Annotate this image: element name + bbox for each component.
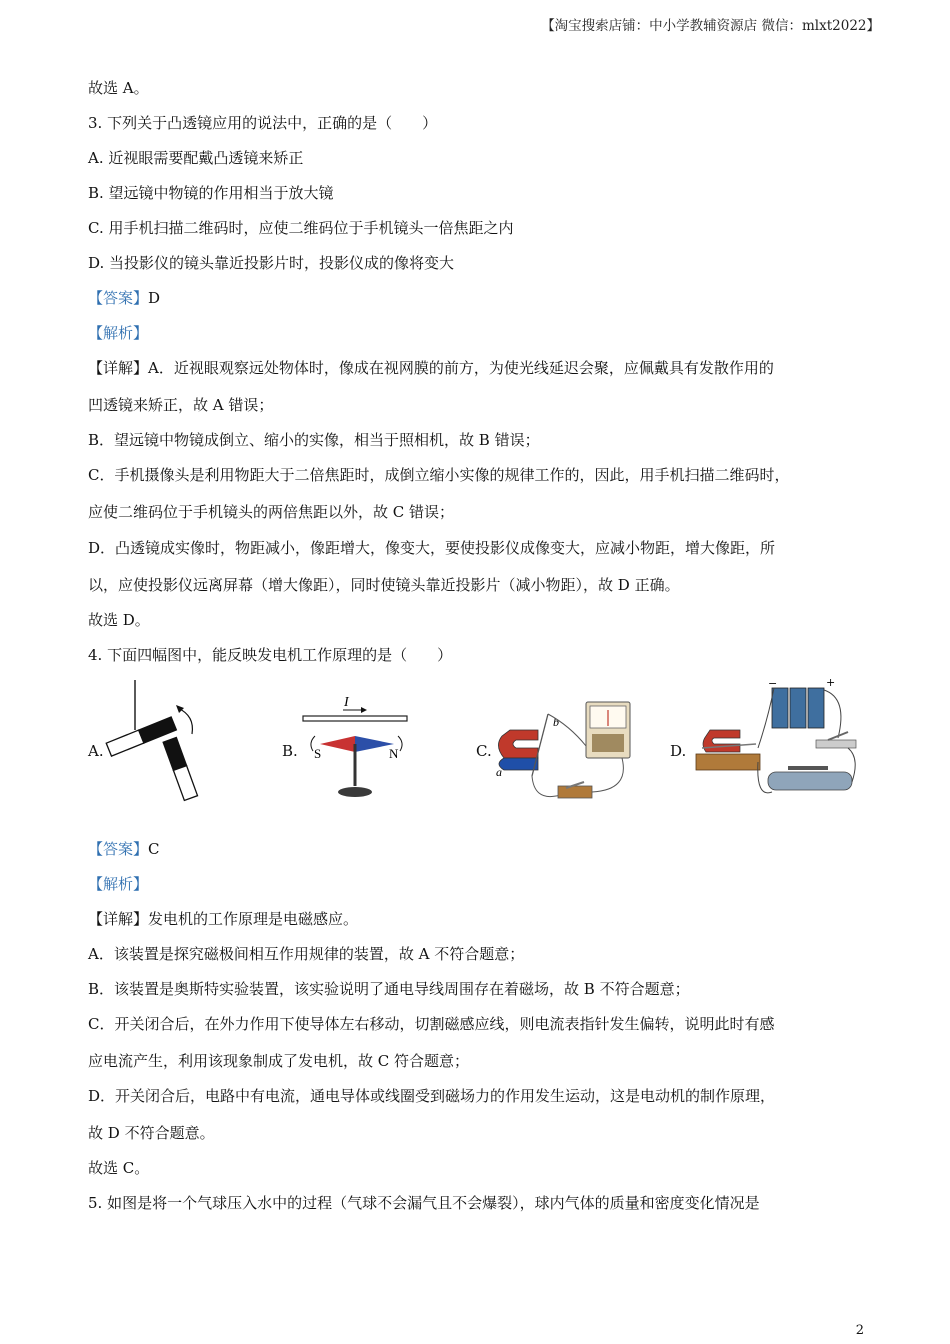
figure-c-induction <box>490 696 640 808</box>
text-line: B．该装置是奥斯特实验装置，该实验说明了通电导线周围存在着磁场，故 B 不符合题意； <box>88 980 690 998</box>
answer-value: C <box>148 840 160 858</box>
question-5-stem: 5. 如图是将一个气球压入水中的过程（气球不会漏气且不会爆裂），球内气体的质量和密度变化情况是 <box>88 1194 760 1212</box>
analysis-tag: 【解析】 <box>88 875 149 893</box>
text-line: 凹透镜来矫正，故 A 错误； <box>88 396 274 414</box>
text-line: 故选 A。 <box>88 79 149 97</box>
question-4-stem: 4. 下面四幅图中，能反映发电机工作原理的是（ ） <box>88 646 453 664</box>
text-line: 【详解】发电机的工作原理是电磁感应。 <box>88 910 359 928</box>
text-line: A．该装置是探究磁极间相互作用规律的装置，故 A 不符合题意； <box>88 945 525 963</box>
question-3-option-a: A. 近视眼需要配戴凸透镜来矫正 <box>88 149 304 167</box>
figure-b-current-label: I <box>344 695 349 710</box>
text-line: 故 D 不符合题意。 <box>88 1124 215 1142</box>
text-line: D．开关闭合后，电路中有电流，通电导体或线圈受到磁场力的作用发生运动，这是电动机的制作原理， <box>88 1087 776 1105</box>
text-line: D．凸透镜成实像时，物距减小，像距增大，像变大，要使投影仪成像变大，应减小物距，增大像距，所 <box>88 539 776 557</box>
figure-a-magnets <box>100 678 210 806</box>
text-line: 以，应使投影仪远离屏幕（增大像距），同时使镜头靠近投影片（减小物距），故 D 正确。 <box>88 576 680 594</box>
figure-c-a-label: a <box>496 765 502 779</box>
text-line: B．望远镜中物镜成倒立、缩小的实像，相当于照相机，故 B 错误； <box>88 431 540 449</box>
figure-c-b-label: b <box>553 715 559 729</box>
figure-a-label: A. <box>88 742 104 760</box>
answer-tag: 【答案】 <box>88 840 149 858</box>
figure-b-oersted <box>298 688 413 804</box>
question-4-answer <box>88 839 160 859</box>
figure-d-motor <box>688 678 860 804</box>
question-3-option-d: D. 当投影仪的镜头靠近投影片时，投影仪成的像将变大 <box>88 254 455 272</box>
text-line: C．手机摄像头是利用物距大于二倍焦距时，成倒立缩小实像的规律工作的，因此，用手机扫描二维码时， <box>88 466 790 484</box>
figure-b-n-label: N <box>389 746 399 761</box>
question-3-stem: 3. 下列关于凸透镜应用的说法中，正确的是（ ） <box>88 114 438 132</box>
answer-value: D <box>148 289 161 307</box>
page-number: 2 <box>855 1323 864 1338</box>
figure-b-s-label: S <box>314 746 322 761</box>
question-3-option-b: B. 望远镜中物镜的作用相当于放大镜 <box>88 184 334 202</box>
figure-d-minus-label: − <box>768 678 778 690</box>
figure-d-label: D. <box>670 742 687 760</box>
text-line: 故选 C。 <box>88 1159 150 1177</box>
figure-d-plus-label: + <box>826 678 836 689</box>
text-line: 故选 D。 <box>88 611 150 629</box>
page-header: 【淘宝搜索店铺：中小学教辅资源店 微信：mlxt2022】 <box>541 18 880 34</box>
text-line: 【详解】A．近视眼观察远处物体时，像成在视网膜的前方，为使光线延迟会聚，应佩戴具有发散作用的 <box>88 359 774 377</box>
question-3-option-c: C. 用手机扫描二维码时，应使二维码位于手机镜头一倍焦距之内 <box>88 219 514 237</box>
answer-tag: 【答案】 <box>88 289 149 307</box>
text-line: C．开关闭合后，在外力作用下使导体左右移动，切割磁感应线，则电流表指针发生偏转，说明此时有感 <box>88 1015 775 1033</box>
question-3-answer <box>88 288 160 308</box>
figure-b-label: B. <box>282 742 298 760</box>
text-line: 应电流产生，利用该现象制成了发电机，故 C 符合题意； <box>88 1052 470 1070</box>
figure-c-label: C. <box>476 742 492 760</box>
analysis-tag: 【解析】 <box>88 324 149 342</box>
text-line: 应使二维码位于手机镜头的两倍焦距以外，故 C 错误； <box>88 503 455 521</box>
